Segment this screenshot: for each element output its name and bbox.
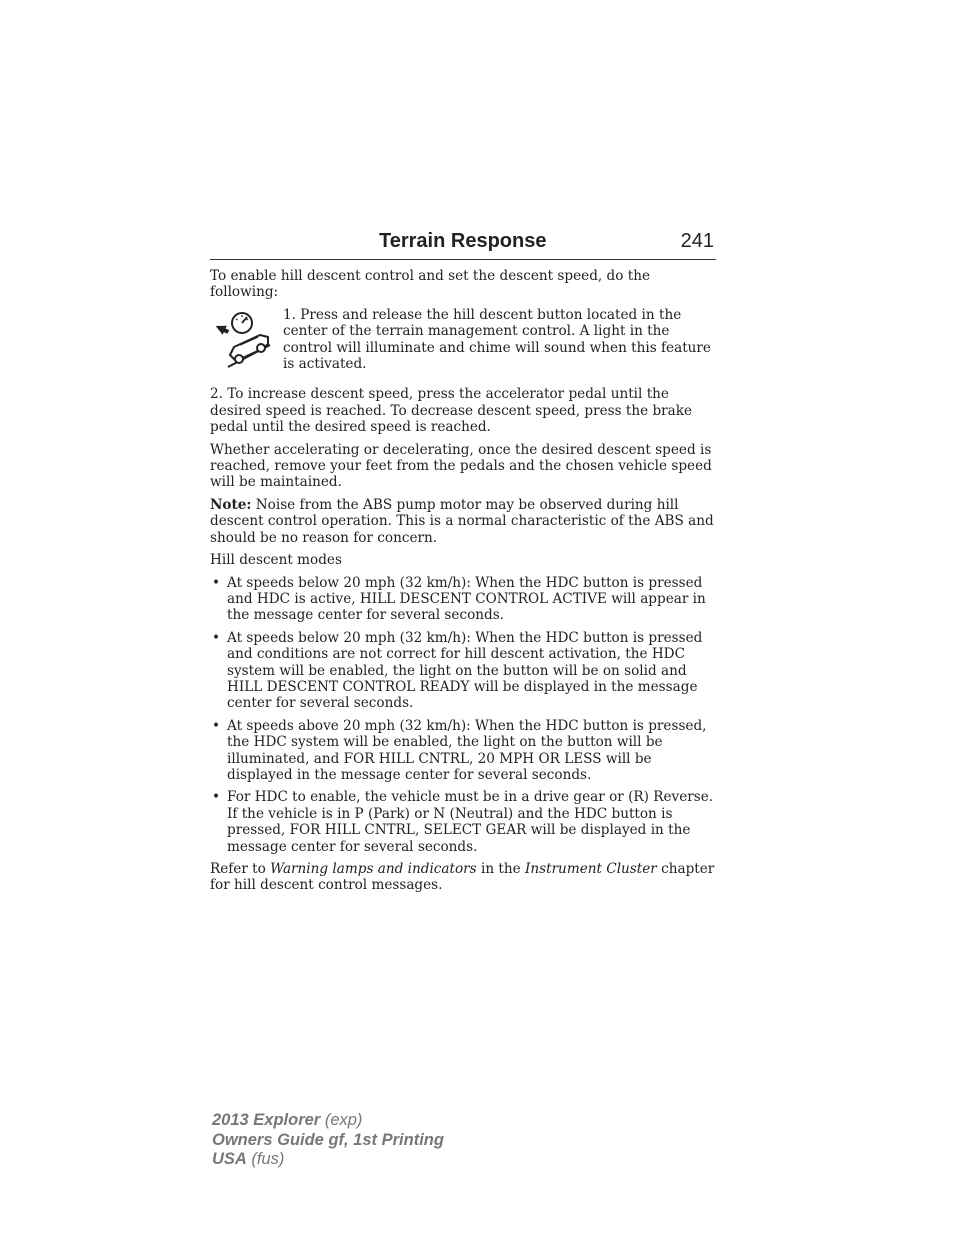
page-header bbox=[210, 229, 716, 260]
instrument-cluster-reference: Instrument Cluster bbox=[525, 861, 657, 877]
list-item bbox=[210, 630, 716, 712]
step-1-block bbox=[210, 307, 716, 373]
warning-lamps-reference: Warning lamps and indicators bbox=[270, 861, 477, 877]
intro-paragraph: To enable hill descent control and set the descent speed, do the following: bbox=[210, 268, 651, 301]
list-item-text: For HDC to enable, the vehicle must be in a drive gear or (R) Reverse. If the vehicle is in P (Park) or N (Neutral) and the HDC button is pressed, FOR HILL CNTRL, SELECT GEAR will be displayed in the message center for several seconds. bbox=[227, 789, 714, 855]
refer-prefix: Refer to bbox=[210, 861, 271, 877]
note-text: Noise from the ABS pump motor may be observed during hill descent control operation. This is a normal characteristic of the ABS and should be no reason for concern. bbox=[210, 496, 714, 546]
list-item-text: At speeds below 20 mph (32 km/h): When the HDC button is pressed and HDC is active, HILL DESCENT CONTROL ACTIVE will appear in the message center for several seconds. bbox=[227, 574, 706, 624]
modes-heading: Hill descent modes bbox=[210, 552, 342, 569]
step-1-text: 1. Press and release the hill descent button located in the center of the terrain management control. A light in the control will illuminate and chime will sound when this feature is activated. bbox=[283, 306, 711, 373]
footer-line-2 bbox=[212, 1131, 444, 1151]
footer-model-code: (exp) bbox=[320, 1111, 363, 1129]
footer-region-code: (fus) bbox=[246, 1150, 285, 1168]
refer-paragraph bbox=[210, 861, 716, 894]
bullet-glyph: • bbox=[212, 574, 221, 591]
page-number: 241 bbox=[680, 230, 714, 252]
bullet-glyph: • bbox=[212, 717, 221, 734]
page-content bbox=[210, 268, 716, 900]
list-item bbox=[210, 718, 716, 784]
footer-line-1 bbox=[212, 1111, 444, 1131]
modes-list bbox=[210, 575, 716, 856]
step-2-paragraph: 2. To increase descent speed, press the accelerator pedal until the desired speed is reached. To decrease descent speed, press the brake pedal until the desired speed is reached. bbox=[210, 386, 693, 436]
refer-suffix: chapter for hill descent control messages. bbox=[210, 861, 715, 894]
footer-region: USA bbox=[212, 1150, 247, 1168]
refer-middle: in the bbox=[476, 861, 525, 877]
section-title: Terrain Response bbox=[379, 230, 547, 252]
maintain-paragraph: Whether accelerating or decelerating, once the desired descent speed is reached, remove your feet from the pedals and the chosen vehicle speed will be maintained. bbox=[210, 441, 712, 491]
bullet-glyph: • bbox=[212, 789, 221, 806]
list-item-text: At speeds above 20 mph (32 km/h): When the HDC button is pressed, the HDC system will be enabled, the light on the button will be illuminated, and FOR HILL CNTRL, 20 MPH OR LESS will be displayed in the message center for several seconds. bbox=[227, 717, 707, 783]
note-label: Note: bbox=[210, 496, 252, 513]
list-item-text: At speeds below 20 mph (32 km/h): When the HDC button is pressed and conditions are not correct for hill descent activation, the HDC system will be enabled, the light on the button will be on solid and HILL DESCENT CONTROL READY will be displayed in the message center for several seconds. bbox=[227, 629, 703, 712]
footer-guide: Owners Guide gf, 1st Printing bbox=[212, 1130, 444, 1149]
footer-line-3 bbox=[212, 1150, 444, 1170]
note-paragraph bbox=[210, 497, 716, 546]
page-footer bbox=[212, 1111, 444, 1170]
footer-model: 2013 Explorer bbox=[212, 1111, 321, 1129]
list-item bbox=[210, 789, 716, 855]
hill-descent-icon bbox=[210, 311, 272, 369]
list-item bbox=[210, 575, 716, 624]
bullet-glyph: • bbox=[212, 629, 221, 646]
